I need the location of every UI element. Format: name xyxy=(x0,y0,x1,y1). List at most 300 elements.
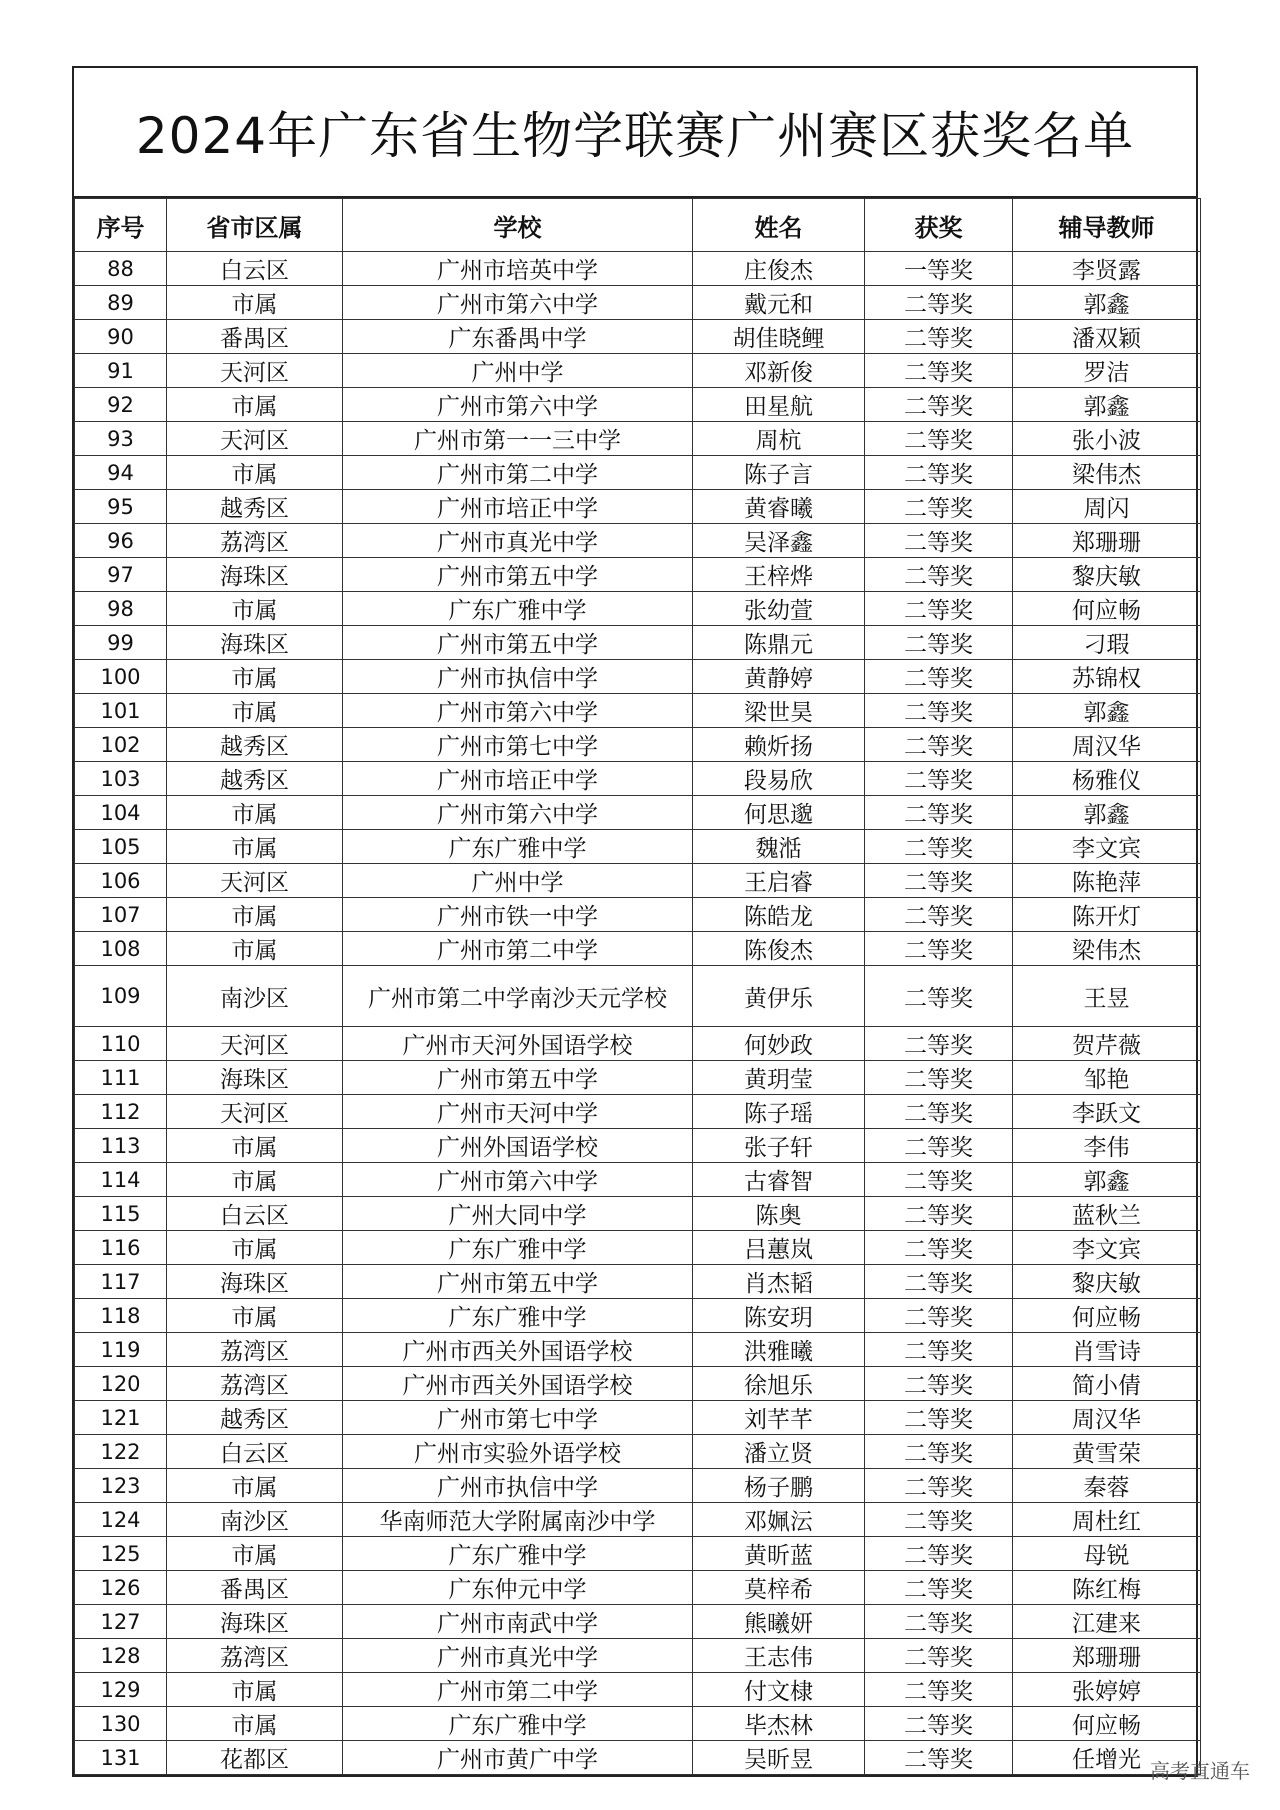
cell-district: 市属 xyxy=(167,388,343,422)
table-header-row xyxy=(75,199,1201,252)
cell-student-name: 段易欣 xyxy=(693,762,865,796)
cell-district: 花都区 xyxy=(167,1741,343,1775)
cell-district: 市属 xyxy=(167,592,343,626)
cell-school: 广州市第七中学 xyxy=(343,728,693,762)
cell-district: 市属 xyxy=(167,1707,343,1741)
cell-school: 广州市西关外国语学校 xyxy=(343,1333,693,1367)
cell-district: 市属 xyxy=(167,694,343,728)
cell-award: 二等奖 xyxy=(865,626,1013,660)
cell-school: 广州市执信中学 xyxy=(343,1469,693,1503)
table-row xyxy=(75,1673,1201,1707)
cell-number: 91 xyxy=(75,354,167,388)
cell-district: 市属 xyxy=(167,1537,343,1571)
cell-teacher: 张小波 xyxy=(1013,422,1201,456)
cell-number: 110 xyxy=(75,1027,167,1061)
table-row xyxy=(75,1741,1201,1775)
table-row xyxy=(75,592,1201,626)
cell-number: 117 xyxy=(75,1265,167,1299)
cell-school: 广东广雅中学 xyxy=(343,592,693,626)
cell-teacher: 郭鑫 xyxy=(1013,796,1201,830)
cell-number: 108 xyxy=(75,932,167,966)
cell-award: 二等奖 xyxy=(865,932,1013,966)
cell-student-name: 刘芊芊 xyxy=(693,1401,865,1435)
cell-number: 115 xyxy=(75,1197,167,1231)
cell-award: 二等奖 xyxy=(865,796,1013,830)
cell-school: 广东广雅中学 xyxy=(343,1707,693,1741)
cell-teacher: 郭鑫 xyxy=(1013,286,1201,320)
cell-teacher: 梁伟杰 xyxy=(1013,932,1201,966)
cell-award: 二等奖 xyxy=(865,1605,1013,1639)
cell-school: 广州市第二中学 xyxy=(343,932,693,966)
cell-number: 104 xyxy=(75,796,167,830)
cell-student-name: 陈安玥 xyxy=(693,1299,865,1333)
cell-school: 广州市第六中学 xyxy=(343,1163,693,1197)
cell-teacher: 何应畅 xyxy=(1013,1707,1201,1741)
cell-student-name: 吕蕙岚 xyxy=(693,1231,865,1265)
header-teacher: 辅导教师 xyxy=(1013,199,1201,252)
cell-teacher: 贺芹薇 xyxy=(1013,1027,1201,1061)
cell-award: 二等奖 xyxy=(865,592,1013,626)
cell-number: 122 xyxy=(75,1435,167,1469)
cell-student-name: 王梓烨 xyxy=(693,558,865,592)
cell-teacher: 任增光 xyxy=(1013,1741,1201,1775)
cell-student-name: 王志伟 xyxy=(693,1639,865,1673)
cell-district: 荔湾区 xyxy=(167,1639,343,1673)
cell-school: 广州市执信中学 xyxy=(343,660,693,694)
cell-school: 广州市第一一三中学 xyxy=(343,422,693,456)
cell-award: 二等奖 xyxy=(865,1333,1013,1367)
cell-teacher: 郑珊珊 xyxy=(1013,524,1201,558)
cell-number: 114 xyxy=(75,1163,167,1197)
cell-student-name: 肖杰韬 xyxy=(693,1265,865,1299)
cell-teacher: 黎庆敏 xyxy=(1013,1265,1201,1299)
cell-district: 市属 xyxy=(167,898,343,932)
cell-number: 99 xyxy=(75,626,167,660)
table-row xyxy=(75,1605,1201,1639)
cell-award: 二等奖 xyxy=(865,1299,1013,1333)
table-row xyxy=(75,1571,1201,1605)
cell-number: 89 xyxy=(75,286,167,320)
cell-district: 越秀区 xyxy=(167,728,343,762)
cell-student-name: 何妙政 xyxy=(693,1027,865,1061)
cell-teacher: 王昱 xyxy=(1013,966,1201,1027)
cell-school: 广州大同中学 xyxy=(343,1197,693,1231)
cell-school: 广州市第六中学 xyxy=(343,286,693,320)
cell-school: 广州市真光中学 xyxy=(343,524,693,558)
header-award: 获奖 xyxy=(865,199,1013,252)
cell-district: 海珠区 xyxy=(167,1265,343,1299)
table-row xyxy=(75,456,1201,490)
cell-award: 二等奖 xyxy=(865,490,1013,524)
cell-teacher: 李贤露 xyxy=(1013,252,1201,286)
cell-number: 97 xyxy=(75,558,167,592)
cell-number: 90 xyxy=(75,320,167,354)
cell-award: 二等奖 xyxy=(865,1095,1013,1129)
cell-student-name: 洪雅曦 xyxy=(693,1333,865,1367)
cell-teacher: 李跃文 xyxy=(1013,1095,1201,1129)
cell-teacher: 简小倩 xyxy=(1013,1367,1201,1401)
cell-award: 二等奖 xyxy=(865,1231,1013,1265)
cell-school: 广州市第五中学 xyxy=(343,558,693,592)
cell-student-name: 张子轩 xyxy=(693,1129,865,1163)
cell-school: 广州市第六中学 xyxy=(343,388,693,422)
cell-number: 126 xyxy=(75,1571,167,1605)
cell-school: 广州市第五中学 xyxy=(343,1265,693,1299)
cell-teacher: 潘双颖 xyxy=(1013,320,1201,354)
table-row xyxy=(75,252,1201,286)
cell-student-name: 魏湉 xyxy=(693,830,865,864)
table-row xyxy=(75,796,1201,830)
cell-award: 二等奖 xyxy=(865,898,1013,932)
table-row xyxy=(75,1299,1201,1333)
cell-award: 二等奖 xyxy=(865,1197,1013,1231)
cell-student-name: 黄昕蓝 xyxy=(693,1537,865,1571)
cell-student-name: 莫梓希 xyxy=(693,1571,865,1605)
cell-number: 96 xyxy=(75,524,167,558)
cell-number: 102 xyxy=(75,728,167,762)
cell-district: 越秀区 xyxy=(167,490,343,524)
cell-district: 市属 xyxy=(167,286,343,320)
cell-award: 二等奖 xyxy=(865,456,1013,490)
cell-student-name: 徐旭乐 xyxy=(693,1367,865,1401)
cell-student-name: 陈奥 xyxy=(693,1197,865,1231)
cell-school: 广州市天河中学 xyxy=(343,1095,693,1129)
cell-number: 123 xyxy=(75,1469,167,1503)
cell-teacher: 周闪 xyxy=(1013,490,1201,524)
cell-student-name: 陈鼎元 xyxy=(693,626,865,660)
cell-number: 124 xyxy=(75,1503,167,1537)
table-body xyxy=(75,252,1201,1775)
cell-number: 109 xyxy=(75,966,167,1027)
cell-number: 116 xyxy=(75,1231,167,1265)
table-row xyxy=(75,1707,1201,1741)
cell-school: 广州市天河外国语学校 xyxy=(343,1027,693,1061)
cell-award: 二等奖 xyxy=(865,1571,1013,1605)
cell-school: 广州市第六中学 xyxy=(343,796,693,830)
cell-student-name: 杨子鹏 xyxy=(693,1469,865,1503)
cell-district: 市属 xyxy=(167,1231,343,1265)
table-row xyxy=(75,762,1201,796)
table-row xyxy=(75,694,1201,728)
cell-district: 越秀区 xyxy=(167,1401,343,1435)
cell-number: 125 xyxy=(75,1537,167,1571)
cell-number: 94 xyxy=(75,456,167,490)
cell-school: 广州市黄广中学 xyxy=(343,1741,693,1775)
cell-school: 广州市真光中学 xyxy=(343,1639,693,1673)
cell-award: 二等奖 xyxy=(865,422,1013,456)
cell-district: 荔湾区 xyxy=(167,1367,343,1401)
cell-district: 市属 xyxy=(167,1299,343,1333)
cell-student-name: 胡佳晓鲤 xyxy=(693,320,865,354)
cell-student-name: 何思邈 xyxy=(693,796,865,830)
cell-number: 119 xyxy=(75,1333,167,1367)
table-row xyxy=(75,1197,1201,1231)
cell-teacher: 江建来 xyxy=(1013,1605,1201,1639)
cell-student-name: 陈子言 xyxy=(693,456,865,490)
cell-school: 广州市第五中学 xyxy=(343,626,693,660)
cell-award: 二等奖 xyxy=(865,1673,1013,1707)
cell-student-name: 黄伊乐 xyxy=(693,966,865,1027)
cell-student-name: 陈俊杰 xyxy=(693,932,865,966)
cell-district: 市属 xyxy=(167,1163,343,1197)
cell-school: 广东广雅中学 xyxy=(343,1299,693,1333)
cell-district: 天河区 xyxy=(167,864,343,898)
cell-teacher: 苏锦权 xyxy=(1013,660,1201,694)
cell-award: 二等奖 xyxy=(865,558,1013,592)
table-row xyxy=(75,524,1201,558)
cell-district: 越秀区 xyxy=(167,762,343,796)
cell-student-name: 王启睿 xyxy=(693,864,865,898)
cell-school: 广东番禺中学 xyxy=(343,320,693,354)
cell-number: 111 xyxy=(75,1061,167,1095)
cell-school: 广州市第二中学南沙天元学校 xyxy=(343,966,693,1027)
cell-award: 二等奖 xyxy=(865,830,1013,864)
cell-teacher: 陈艳萍 xyxy=(1013,864,1201,898)
table-row xyxy=(75,422,1201,456)
cell-award: 二等奖 xyxy=(865,1435,1013,1469)
cell-award: 二等奖 xyxy=(865,1741,1013,1775)
cell-teacher: 李文宾 xyxy=(1013,1231,1201,1265)
cell-number: 101 xyxy=(75,694,167,728)
cell-school: 广东广雅中学 xyxy=(343,1231,693,1265)
table-row xyxy=(75,932,1201,966)
cell-student-name: 梁世昊 xyxy=(693,694,865,728)
cell-number: 105 xyxy=(75,830,167,864)
table-row xyxy=(75,1163,1201,1197)
cell-teacher: 陈红梅 xyxy=(1013,1571,1201,1605)
table-row xyxy=(75,660,1201,694)
cell-district: 市属 xyxy=(167,932,343,966)
cell-award: 二等奖 xyxy=(865,762,1013,796)
table-row xyxy=(75,1367,1201,1401)
cell-number: 93 xyxy=(75,422,167,456)
cell-district: 市属 xyxy=(167,796,343,830)
cell-district: 天河区 xyxy=(167,1027,343,1061)
cell-student-name: 陈子瑶 xyxy=(693,1095,865,1129)
cell-school: 广州市第七中学 xyxy=(343,1401,693,1435)
cell-award: 二等奖 xyxy=(865,388,1013,422)
cell-district: 白云区 xyxy=(167,1197,343,1231)
cell-district: 荔湾区 xyxy=(167,1333,343,1367)
table-row xyxy=(75,1401,1201,1435)
cell-district: 天河区 xyxy=(167,354,343,388)
table-row xyxy=(75,728,1201,762)
table-row xyxy=(75,1537,1201,1571)
table-row xyxy=(75,898,1201,932)
table-row xyxy=(75,354,1201,388)
cell-student-name: 黄玥莹 xyxy=(693,1061,865,1095)
cell-teacher: 周汉华 xyxy=(1013,1401,1201,1435)
cell-student-name: 黄睿曦 xyxy=(693,490,865,524)
cell-teacher: 母锐 xyxy=(1013,1537,1201,1571)
cell-number: 98 xyxy=(75,592,167,626)
cell-award: 二等奖 xyxy=(865,1061,1013,1095)
cell-number: 121 xyxy=(75,1401,167,1435)
cell-teacher: 邹艳 xyxy=(1013,1061,1201,1095)
cell-school: 广州市培英中学 xyxy=(343,252,693,286)
cell-number: 129 xyxy=(75,1673,167,1707)
table-row xyxy=(75,966,1201,1027)
cell-school: 广州外国语学校 xyxy=(343,1129,693,1163)
table-row xyxy=(75,1435,1201,1469)
cell-teacher: 何应畅 xyxy=(1013,1299,1201,1333)
table-row xyxy=(75,1469,1201,1503)
cell-school: 广州中学 xyxy=(343,864,693,898)
table-row xyxy=(75,1231,1201,1265)
table-row xyxy=(75,558,1201,592)
cell-number: 107 xyxy=(75,898,167,932)
cell-number: 106 xyxy=(75,864,167,898)
cell-award: 二等奖 xyxy=(865,1163,1013,1197)
cell-award: 二等奖 xyxy=(865,1537,1013,1571)
table-row xyxy=(75,1027,1201,1061)
table-row xyxy=(75,490,1201,524)
cell-student-name: 熊曦妍 xyxy=(693,1605,865,1639)
cell-district: 市属 xyxy=(167,830,343,864)
cell-student-name: 戴元和 xyxy=(693,286,865,320)
cell-district: 天河区 xyxy=(167,1095,343,1129)
cell-school: 广东广雅中学 xyxy=(343,830,693,864)
cell-award: 二等奖 xyxy=(865,354,1013,388)
table-row xyxy=(75,1503,1201,1537)
cell-district: 白云区 xyxy=(167,1435,343,1469)
cell-student-name: 赖炘扬 xyxy=(693,728,865,762)
cell-number: 113 xyxy=(75,1129,167,1163)
cell-number: 131 xyxy=(75,1741,167,1775)
table-row xyxy=(75,1333,1201,1367)
header-district: 省市区属 xyxy=(167,199,343,252)
cell-district: 市属 xyxy=(167,660,343,694)
cell-teacher: 黎庆敏 xyxy=(1013,558,1201,592)
table-row xyxy=(75,320,1201,354)
cell-award: 二等奖 xyxy=(865,966,1013,1027)
cell-teacher: 何应畅 xyxy=(1013,592,1201,626)
cell-district: 番禺区 xyxy=(167,1571,343,1605)
cell-district: 南沙区 xyxy=(167,966,343,1027)
header-school: 学校 xyxy=(343,199,693,252)
table-row xyxy=(75,1061,1201,1095)
cell-student-name: 吴昕昱 xyxy=(693,1741,865,1775)
cell-school: 广州市铁一中学 xyxy=(343,898,693,932)
cell-district: 海珠区 xyxy=(167,1061,343,1095)
cell-teacher: 黄雪荣 xyxy=(1013,1435,1201,1469)
award-list-sheet xyxy=(72,66,1198,1777)
cell-teacher: 郑珊珊 xyxy=(1013,1639,1201,1673)
cell-teacher: 秦蓉 xyxy=(1013,1469,1201,1503)
cell-award: 一等奖 xyxy=(865,252,1013,286)
cell-award: 二等奖 xyxy=(865,1401,1013,1435)
cell-teacher: 蓝秋兰 xyxy=(1013,1197,1201,1231)
cell-award: 二等奖 xyxy=(865,1027,1013,1061)
header-number: 序号 xyxy=(75,199,167,252)
cell-teacher: 张婷婷 xyxy=(1013,1673,1201,1707)
cell-teacher: 周汉华 xyxy=(1013,728,1201,762)
cell-number: 130 xyxy=(75,1707,167,1741)
cell-award: 二等奖 xyxy=(865,694,1013,728)
cell-teacher: 刁瑕 xyxy=(1013,626,1201,660)
header-name: 姓名 xyxy=(693,199,865,252)
cell-award: 二等奖 xyxy=(865,320,1013,354)
cell-award: 二等奖 xyxy=(865,1639,1013,1673)
cell-award: 二等奖 xyxy=(865,660,1013,694)
cell-district: 白云区 xyxy=(167,252,343,286)
cell-student-name: 田星航 xyxy=(693,388,865,422)
cell-student-name: 邓新俊 xyxy=(693,354,865,388)
cell-school: 广州市培正中学 xyxy=(343,762,693,796)
cell-teacher: 陈开灯 xyxy=(1013,898,1201,932)
cell-teacher: 杨雅仪 xyxy=(1013,762,1201,796)
cell-number: 120 xyxy=(75,1367,167,1401)
cell-district: 海珠区 xyxy=(167,1605,343,1639)
cell-student-name: 毕杰林 xyxy=(693,1707,865,1741)
cell-student-name: 古睿智 xyxy=(693,1163,865,1197)
table-row xyxy=(75,1639,1201,1673)
watermark: 高考直通车 xyxy=(1150,1759,1250,1783)
cell-award: 二等奖 xyxy=(865,1503,1013,1537)
cell-number: 88 xyxy=(75,252,167,286)
cell-district: 南沙区 xyxy=(167,1503,343,1537)
cell-student-name: 潘立贤 xyxy=(693,1435,865,1469)
cell-district: 天河区 xyxy=(167,422,343,456)
document-title: 2024年广东省生物学联赛广州赛区获奖名单 xyxy=(74,68,1196,198)
cell-number: 103 xyxy=(75,762,167,796)
cell-school: 广州市培正中学 xyxy=(343,490,693,524)
cell-teacher: 肖雪诗 xyxy=(1013,1333,1201,1367)
cell-district: 市属 xyxy=(167,456,343,490)
cell-number: 128 xyxy=(75,1639,167,1673)
cell-district: 市属 xyxy=(167,1469,343,1503)
table-row xyxy=(75,1265,1201,1299)
cell-award: 二等奖 xyxy=(865,864,1013,898)
cell-award: 二等奖 xyxy=(865,524,1013,558)
cell-award: 二等奖 xyxy=(865,286,1013,320)
cell-teacher: 郭鑫 xyxy=(1013,388,1201,422)
cell-teacher: 郭鑫 xyxy=(1013,694,1201,728)
cell-school: 广州市第六中学 xyxy=(343,694,693,728)
cell-award: 二等奖 xyxy=(865,1707,1013,1741)
cell-teacher: 梁伟杰 xyxy=(1013,456,1201,490)
cell-school: 广东广雅中学 xyxy=(343,1537,693,1571)
cell-teacher: 周杜红 xyxy=(1013,1503,1201,1537)
cell-teacher: 李文宾 xyxy=(1013,830,1201,864)
award-table xyxy=(74,198,1201,1775)
cell-student-name: 陈皓龙 xyxy=(693,898,865,932)
cell-district: 海珠区 xyxy=(167,626,343,660)
table-row xyxy=(75,830,1201,864)
cell-teacher: 罗洁 xyxy=(1013,354,1201,388)
cell-district: 海珠区 xyxy=(167,558,343,592)
cell-award: 二等奖 xyxy=(865,728,1013,762)
cell-student-name: 黄静婷 xyxy=(693,660,865,694)
cell-school: 广州市西关外国语学校 xyxy=(343,1367,693,1401)
cell-teacher: 郭鑫 xyxy=(1013,1163,1201,1197)
cell-school: 广州市第二中学 xyxy=(343,1673,693,1707)
table-row xyxy=(75,626,1201,660)
cell-student-name: 庄俊杰 xyxy=(693,252,865,286)
cell-district: 市属 xyxy=(167,1129,343,1163)
cell-number: 112 xyxy=(75,1095,167,1129)
cell-number: 118 xyxy=(75,1299,167,1333)
cell-number: 100 xyxy=(75,660,167,694)
cell-school: 广州市第五中学 xyxy=(343,1061,693,1095)
cell-student-name: 邓姵沄 xyxy=(693,1503,865,1537)
table-row xyxy=(75,1095,1201,1129)
cell-number: 95 xyxy=(75,490,167,524)
cell-award: 二等奖 xyxy=(865,1265,1013,1299)
cell-student-name: 付文棣 xyxy=(693,1673,865,1707)
cell-school: 广州中学 xyxy=(343,354,693,388)
cell-district: 番禺区 xyxy=(167,320,343,354)
